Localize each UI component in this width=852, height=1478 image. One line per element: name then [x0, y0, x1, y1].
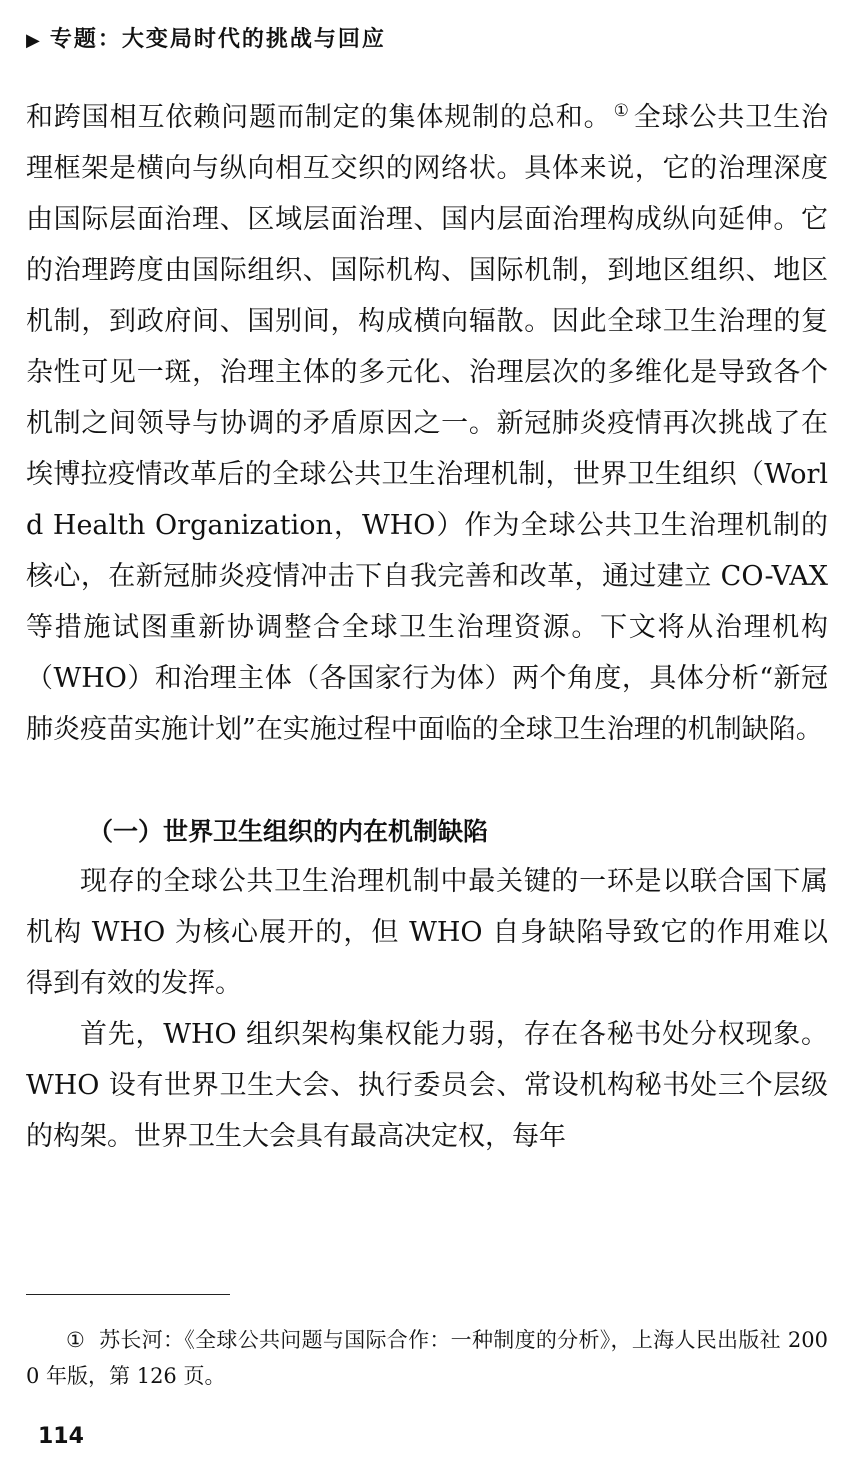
- triangle-marker-icon: ▶: [26, 30, 40, 51]
- paragraph-text-after-note: 全球公共卫生治理框架是横向与纵向相互交织的网络状。具体来说，它的治理深度由国际层面治理、区域层面治理、国内层面治理构成纵向延伸。它的治理跨度由国际组织、国际机构、国际机制，到地区组织、地区机制，到政府间、国别间，构成横向辐散。因此全球卫生治理的复杂性可见一斑，治理主体的多元化、治理层次的多维化是导致各个机制之间领导与协调的矛盾原因之一。新冠肺炎疫情再次挑战了在埃博拉疫情改革后的全球公共卫生治理机制，世界卫生组织（World Health Organization，WHO）作为全球公共卫生治理机制的核心，在新冠肺炎疫情冲击下自我完善和改革，通过建立 CO-VAX 等措施试图重新协调整合全球卫生治理资源。下文将从治理机构（WHO）和治理主体（各国家行为体）两个角度，具体分析“新冠肺炎疫苗实施计划”在实施过程中面临的全球卫生治理的机制缺陷。: [26, 102, 828, 745]
- running-header-title: 专题：大变局时代的挑战与回应: [49, 27, 386, 52]
- section-paragraph-2: 首先，WHO 组织架构集权能力弱，存在各秘书处分权现象。WHO 设有世界卫生大会、执行委员会、常设机构秘书处三个层级的构架。世界卫生大会具有最高决定权，每年: [26, 1019, 828, 1152]
- running-header: [26, 22, 386, 59]
- page-number: 114: [38, 1424, 84, 1449]
- paragraph-continued: [26, 92, 828, 755]
- body-text: [26, 92, 828, 1162]
- footnote-reference[interactable]: ①: [613, 101, 630, 121]
- section-paragraph-1: 现存的全球公共卫生治理机制中最关键的一环是以联合国下属机构 WHO 为核心展开的，但 WHO 自身缺陷导致它的作用难以得到有效的发挥。: [26, 866, 828, 999]
- footnote-divider: [26, 1294, 230, 1295]
- footnote-text: 苏长河：《全球公共问题与国际合作：一种制度的分析》，上海人民出版社 2000 年版，第 126 页。: [26, 1328, 828, 1388]
- footnote: [26, 1322, 828, 1394]
- paragraph-text-before-note: 和跨国相互依赖问题而制定的集体规制的总和。: [26, 102, 612, 133]
- section-heading: （一）世界卫生组织的内在机制缺陷: [88, 817, 489, 846]
- footnote-mark: ①: [66, 1328, 86, 1352]
